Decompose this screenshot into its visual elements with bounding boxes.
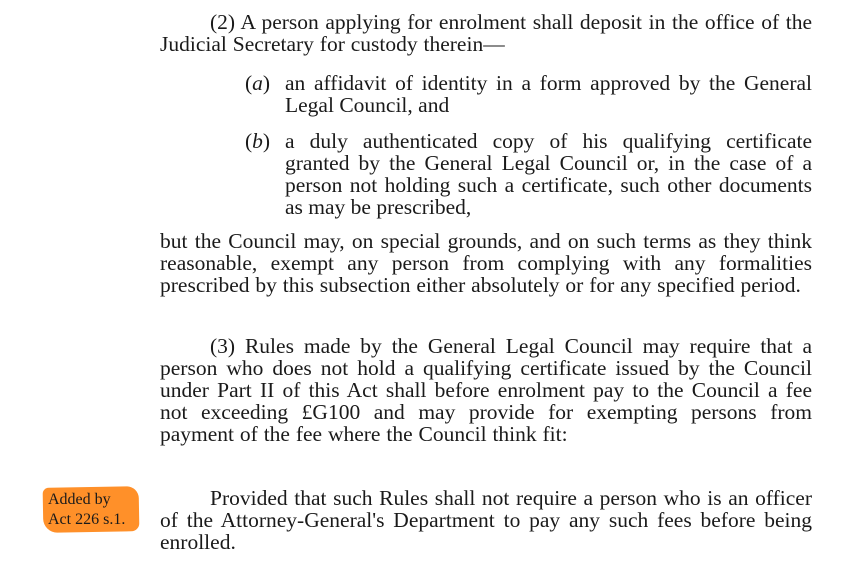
paragraph-3: (3) Rules made by the General Legal Council may require that a person who does not hold a qualifying certificate issued by the Council under Part II of this Act shall before enrolment pay to the Council a fee not exceeding £G100 and may provide for exempting persons from payment of the fee where the Council think fit:: [160, 334, 812, 446]
margin-note-line-2: Act 226 s.1.: [48, 511, 126, 528]
list-item-b: [245, 130, 812, 222]
list-item-a: [245, 72, 812, 118]
margin-note-line-1: Added by: [48, 491, 111, 508]
item-b-marker: (b): [245, 129, 271, 153]
paragraph-2-intro: (2) A person applying for enrolment shall deposit in the office of the Judicial Secretary for custody therein—: [160, 10, 812, 56]
item-b-text: a duly authenticated copy of his qualifying certificate granted by the General Legal Council or, in the case of a person not holding such a certificate, such other documents as may be prescribed,: [285, 129, 812, 219]
item-a-text: an affidavit of identity in a form approved by the General Legal Council, and: [285, 71, 812, 117]
proviso-paragraph: Provided that such Rules shall not require a person who is an officer of the Attorney-General's Department to pay any such fees before being enrolled.: [160, 486, 812, 554]
margin-note: [48, 490, 125, 530]
paragraph-2-tail: but the Council may, on special grounds, and on such terms as they think reasonable, exempt any person from complying with any formalities prescribed by this subsection either absolutely or for any specified period.: [160, 229, 812, 297]
item-a-marker: (a): [245, 71, 271, 95]
